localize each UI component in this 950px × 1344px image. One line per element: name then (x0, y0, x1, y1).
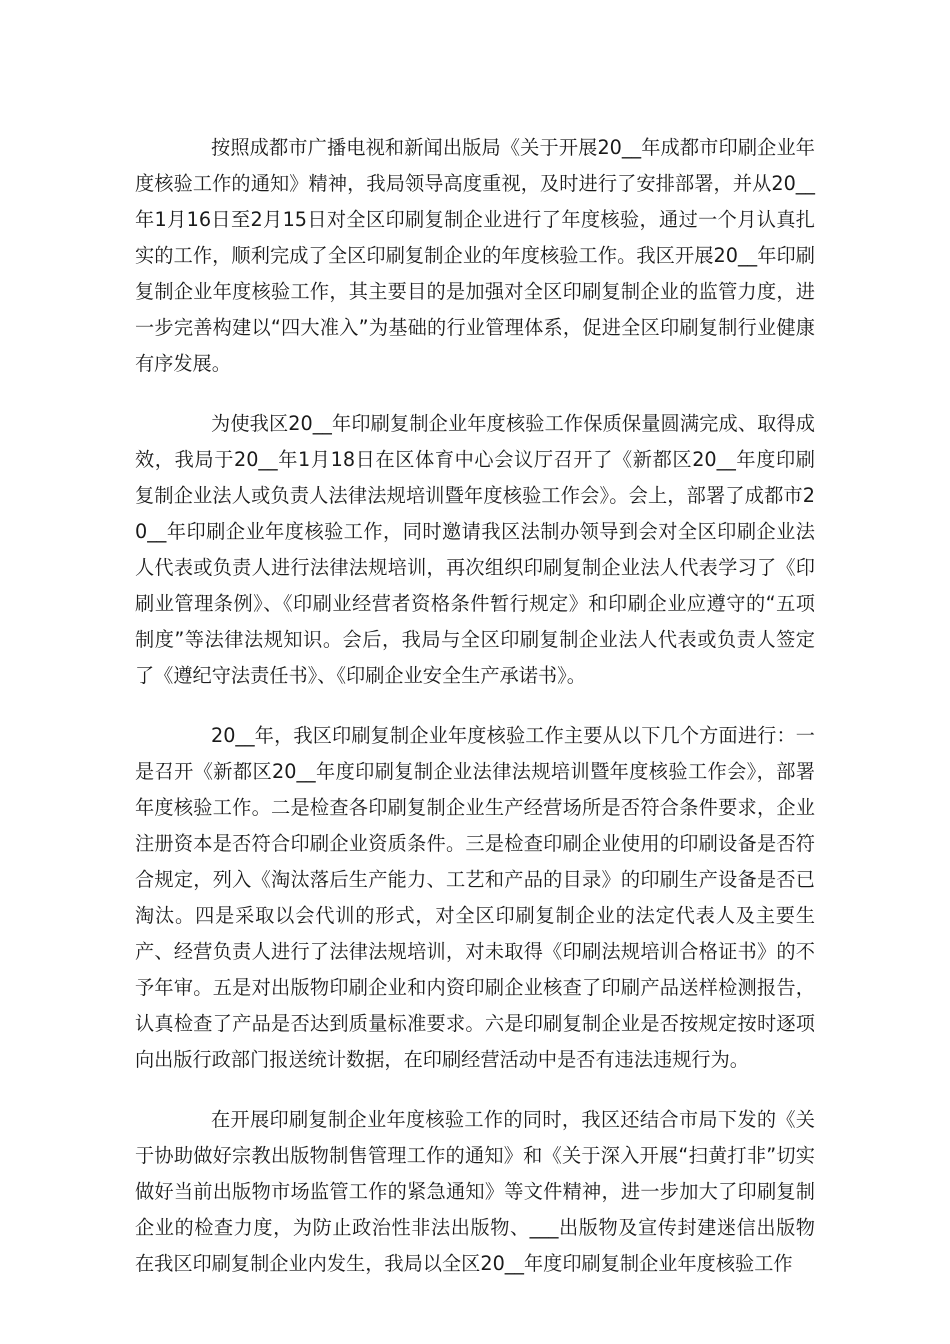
document-body (135, 130, 815, 1306)
paragraph-2: 为使我区20__年印刷复制企业年度核验工作保质保量圆满完成、取得成效，我局于20__年1月18日在区体育中心会议厅召开了《新都区20__年度印刷复制企业法人或负责人法律法规培训暨年度核验工作会》。会上，部署了成都市20__年印刷企业年度核验工作，同时邀请我区法制办领导到会对全区印刷企业法人代表或负责人进行法律法规培训，再次组织印刷复制企业法人代表学习了《印刷业管理条例》、《印刷业经营者资格条件暂行规定》和印刷企业应遵守的“五项制度”等法律法规知识。会后，我局与全区印刷复制企业法人代表或负责人签定了《遵纪守法责任书》、《印刷企业安全生产承诺书》。 (135, 412, 815, 687)
paragraph-4: 在开展印刷复制企业年度核验工作的同时，我区还结合市局下发的《关于协助做好宗教出版物制售管理工作的通知》和《关于深入开展“扫黄打非”切实做好当前出版物市场监管工作的紧急通知》等文件精神，进一步加大了印刷复制企业的检查力度，为防止政治性非法出版物、___出版物及宣传封建迷信出版物在我区印刷复制企业内发生，我局以全区20__年度印刷复制企业年度核验工作 (135, 1108, 815, 1275)
paragraph-3: 20__年，我区印刷复制企业年度核验工作主要从以下几个方面进行：一是召开《新都区20__年度印刷复制企业法律法规培训暨年度核验工作会》，部署年度核验工作。二是检查各印刷复制企业生产经营场所是否符合条件要求，企业注册资本是否符合印刷企业资质条件。三是检查印刷企业使用的印刷设备是否符合规定，列入《淘汰落后生产能力、工艺和产品的目录》的印刷生产设备是否已淘汰。四是采取以会代训的形式，对全区印刷复制企业的法定代表人及主要生产、经营负责人进行了法律法规培训，对未取得《印刷法规培训合格证书》的不予年审。五是对出版物印刷企业和内资印刷企业核查了印刷产品送样检测报告，认真检查了产品是否达到质量标准要求。六是印刷复制企业是否按规定按时逐项向出版行政部门报送统计数据，在印刷经营活动中是否有违法违规行为。 (135, 724, 815, 1071)
paragraph-1: 按照成都市广播电视和新闻出版局《关于开展20__年成都市印刷企业年度核验工作的通知》精神，我局领导高度重视，及时进行了安排部署，并从20__年1月16日至2月15日对全区印刷复制企业进行了年度核验，通过一个月认真扎实的工作，顺利完成了全区印刷复制企业的年度核验工作。我区开展20__年印刷复制企业年度核验工作，其主要目的是加强对全区印刷复制企业的监管力度，进一步完善构建以“四大准入”为基础的行业管理体系，促进全区印刷复制行业健康有序发展。 (135, 136, 815, 375)
